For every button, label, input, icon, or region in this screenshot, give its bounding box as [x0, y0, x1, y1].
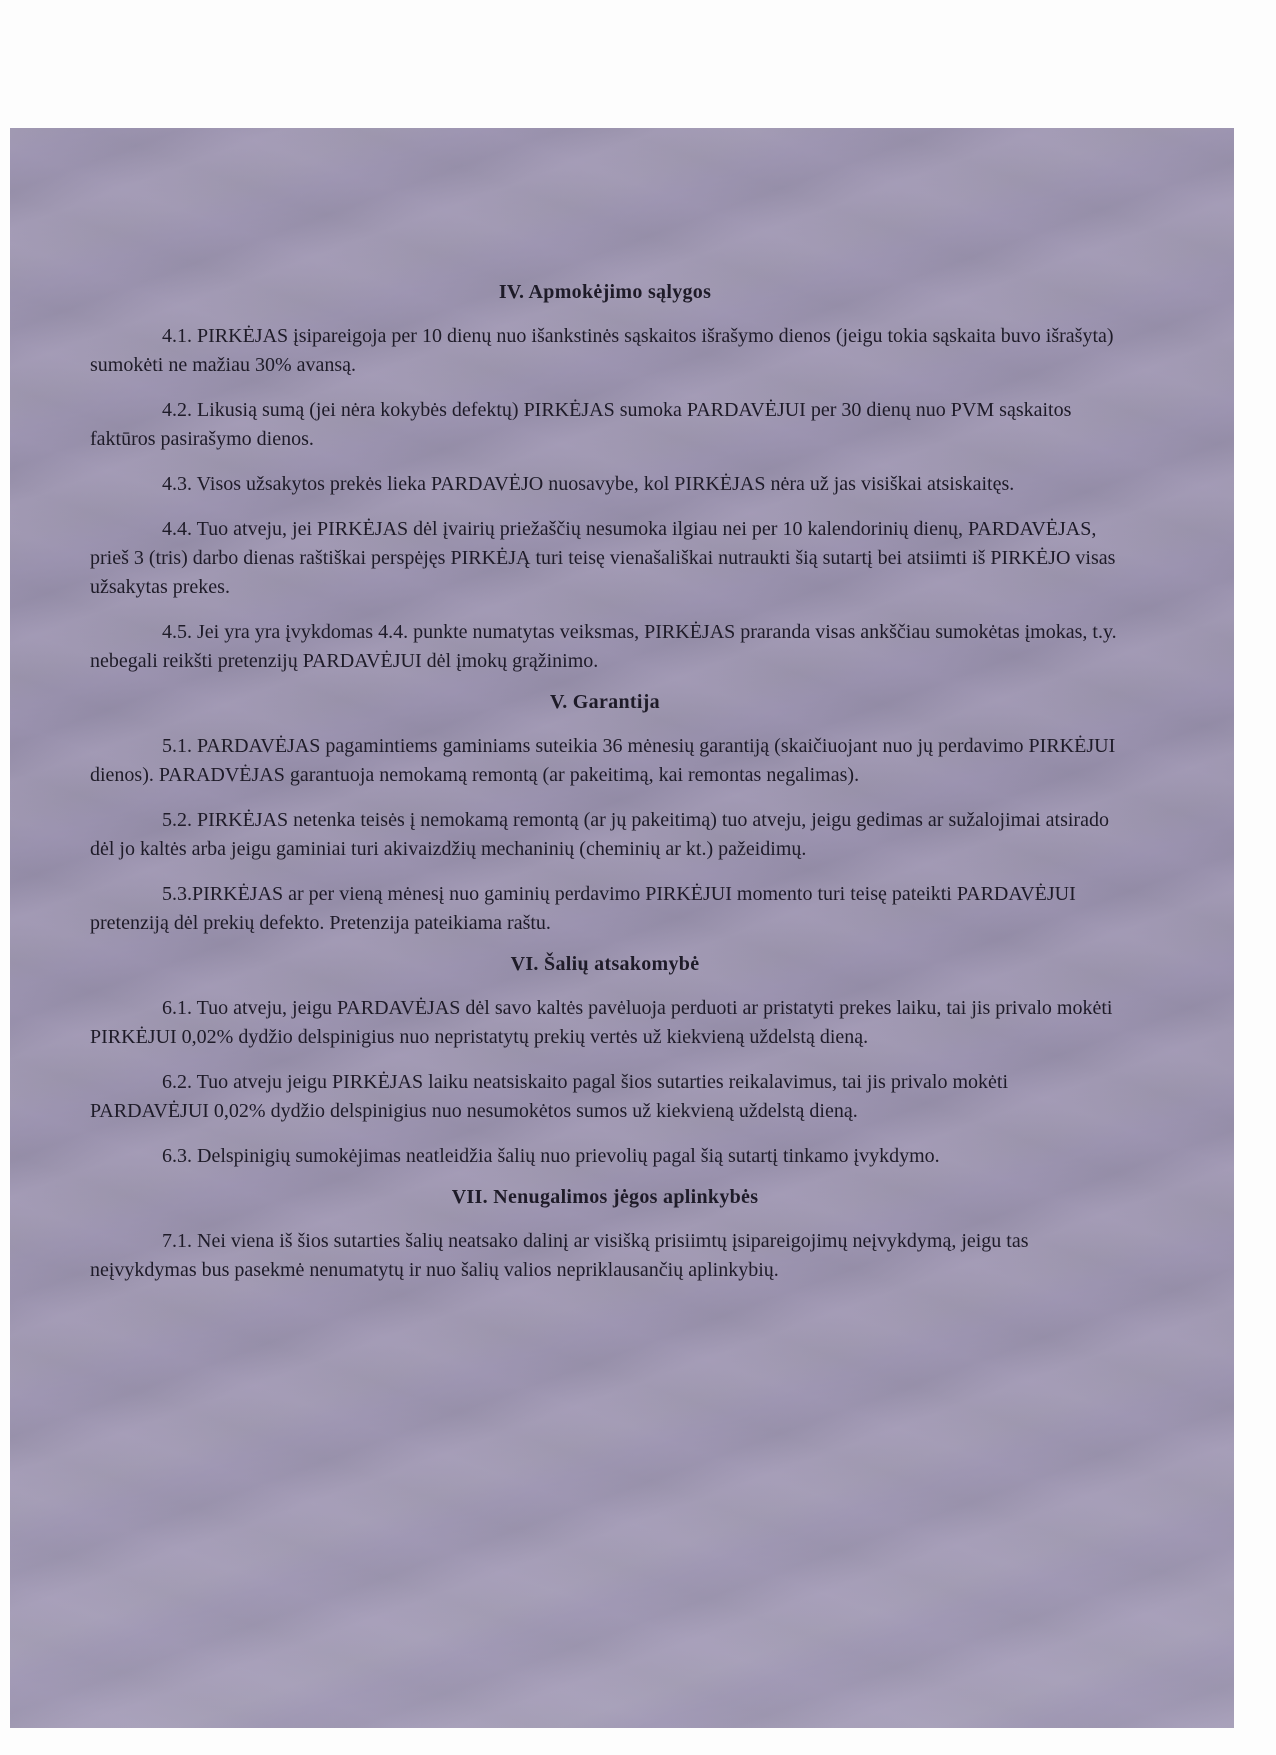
scanned-page	[10, 128, 1234, 1728]
paragraph-4-1: 4.1. PIRKĖJAS įsipareigoja per 10 dienų nuo išankstinės sąskaitos išrašymo dienos (jeigu tokia sąskaita buvo išrašyta) sumokėti ne mažiau 30% avansą.	[90, 325, 1114, 376]
section-title-payment-terms: IV. Apmokėjimo sąlygos	[498, 281, 712, 303]
paragraph-6-2: 6.2. Tuo atveju jeigu PIRKĖJAS laiku neatsiskaito pagal šios sutarties reikalavimus, tai jis privalo mokėti PARDAVĖJUI 0,02% dydžio delspinigius nuo nesumokėtos sumos už kiekvieną uždelstą dieną.	[90, 1071, 1009, 1122]
section-title-liability: VI. Šalių atsakomybė	[510, 953, 700, 975]
contract-text	[90, 278, 1120, 1301]
paragraph-4-3: 4.3. Visos užsakytos prekės lieka PARDAVĖJO nuosavybe, kol PIRKĖJAS nėra už jas visiškai atsiskaitęs.	[162, 473, 1015, 495]
paragraph-7-1: 7.1. Nei viena iš šios sutarties šalių neatsako dalinį ar visišką prisiimtų įsipareigojimų neįvykdymą, jeigu tas neįvykdymas bus pasekmė nenumatytų ir nuo šalių valios nepriklausančių aplinkybių.	[90, 1230, 1029, 1281]
paragraph-4-2: 4.2. Likusią sumą (jei nėra kokybės defektų) PIRKĖJAS sumoka PARDAVĖJUI per 30 dienų nuo PVM sąskaitos faktūros pasirašymo dienos.	[90, 399, 1072, 450]
paragraph-6-1: 6.1. Tuo atveju, jeigu PARDAVĖJAS dėl savo kaltės pavėluoja perduoti ar pristatyti prekes laiku, tai jis privalo mokėti PIRKĖJUI 0,02% dydžio delspinigius nuo nepristatytų prekių vertės už kiekvieną uždelstą dieną.	[90, 997, 1113, 1048]
paragraph-5-1: 5.1. PARDAVĖJAS pagamintiems gaminiams suteikia 36 mėnesių garantiją (skaičiuojant nuo jų perdavimo PIRKĖJUI dienos). PARADVĖJAS garantuoja nemokamą remontą (ar pakeitimą, kai remontas negalimas).	[90, 735, 1116, 786]
paragraph-6-3: 6.3. Delspinigių sumokėjimas neatleidžia šalių nuo prievolių pagal šią sutartį tinkamo įvykdymo.	[162, 1145, 940, 1167]
paragraph-5-2: 5.2. PIRKĖJAS netenka teisės į nemokamą remontą (ar jų pakeitimą) tuo atveju, jeigu gedimas ar sužalojimai atsirado dėl jo kaltės arba jeigu gaminiai turi akivaizdžių mechaninių (cheminių ar kt.) pažeidimų.	[90, 809, 1109, 860]
paragraph-4-4: 4.4. Tuo atveju, jei PIRKĖJAS dėl įvairių priežaščių nesumoka ilgiau nei per 10 kalendorinių dienų, PARDAVĖJAS, prieš 3 (tris) darbo dienas raštiškai perspėjęs PIRKĖJĄ turi teisę vienašališkai nutraukti šią sutartį bei atsiimti iš PIRKĖJO visas užsakytas prekes.	[90, 518, 1116, 598]
section-title-force-majeure: VII. Nenugalimos jėgos aplinkybės	[451, 1186, 759, 1208]
paragraph-4-5: 4.5. Jei yra yra įvykdomas 4.4. punkte numatytas veiksmas, PIRKĖJAS praranda visas ankščiau sumokėtas įmokas, t.y. nebegali reikšti pretenzijų PARDAVĖJUI dėl įmokų grąžinimo.	[90, 621, 1117, 672]
section-title-warranty: V. Garantija	[550, 691, 660, 713]
paragraph-5-3: 5.3.PIRKĖJAS ar per vieną mėnesį nuo gaminių perdavimo PIRKĖJUI momento turi teisę pateikti PARDAVĖJUI pretenziją dėl prekių defekto. Pretenzija pateikiama raštu.	[90, 883, 1076, 934]
